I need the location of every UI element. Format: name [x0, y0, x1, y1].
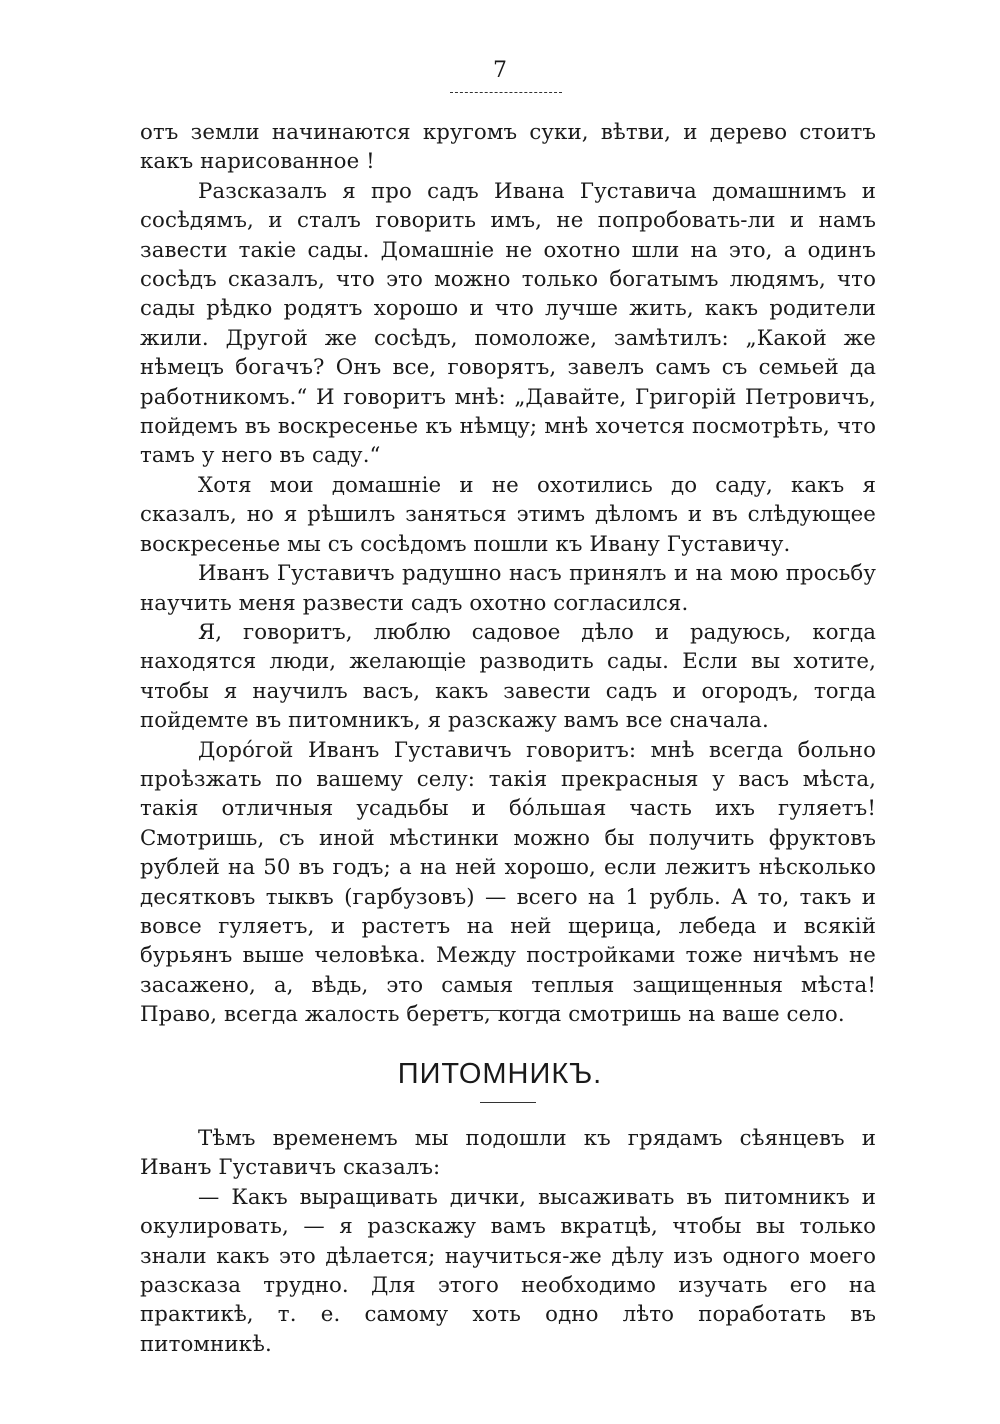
- header-rule: [450, 92, 562, 93]
- paragraph: Иванъ Густавичъ радушно насъ принялъ и на мою просьбу научить меня развести садъ охотно согласился.: [140, 561, 876, 616]
- paragraph: Тѣмъ временемъ мы подошли къ грядамъ сѣянцевъ и Иванъ Густавичъ сказалъ:: [140, 1126, 876, 1181]
- page-number: 7: [493, 58, 507, 83]
- paragraph: — Какъ выращивать дички, высаживать въ питомникъ и окулировать, — я разскажу вамъ вкратцѣ, чтобы вы только знали какъ это дѣлается; научиться-же дѣлу изъ одного моего разсказа трудно. Для этого необходимо изучать его на практикѣ, т. е. самому хоть одно лѣто поработать въ питомникѣ.: [140, 1184, 876, 1357]
- paragraph: Дорóгой Иванъ Густавичъ говоритъ: мнѣ всегда больно проѣзжать по вашему селу: такія прекрасныя у васъ мѣста, такія отличныя усадьбы и бóльшая часть ихъ гуляетъ! Смотришь, съ иной мѣстинки можно бы получить фруктовъ рублей на 50 въ годъ; а на ней хорошо, если лежитъ нѣсколько десятковъ тыквъ (гарбузовъ) — всего на 1 рубль. А то, такъ и вовсе гуляетъ, и растетъ на ней щерица, лебеда и всякій бурьянъ выше человѣка. Между постройками тоже ничѣмъ не засажено, а, вѣдь, это самыя теплыя защищенныя мѣста! Право, всегда жалость беретъ, когда смотришь на ваше село.: [140, 737, 876, 1028]
- paragraph: Разсказалъ я про садъ Ивана Густавича домашнимъ и сосѣдямъ, и сталъ говорить имъ, не попробовать-ли и намъ завести такіе сады. Домашніе не охотно шли на это, а одинъ сосѣдъ сказалъ, что это можно только богатымъ людямъ, что сады рѣдко родятъ хорошо и что лучше жить, какъ родители жили. Другой же сосѣдъ, помоложе, замѣтилъ: „Какой же нѣмецъ богачъ? Онъ все, говорятъ, завелъ самъ съ семьей да работникомъ.“ И говоритъ мнѣ: „Давайте, Григорій Петровичъ, пойдемъ въ воскресенье къ нѣмцу; мнѣ хочется посмотрѣть, что тамъ у него въ саду.“: [140, 178, 876, 469]
- paragraph: Я, говоритъ, люблю садовое дѣло и радуюсь, когда находятся люди, желающіе разводить сады. Если вы хотите, чтобы я научилъ васъ, какъ завести садъ и огородъ, тогда пойдемте въ питомникъ, я разскажу вамъ все сначала.: [140, 619, 876, 734]
- section-heading: ПИТОМНИКЪ.: [397, 1058, 603, 1090]
- section-body: [140, 118, 876, 1030]
- paragraph: Хотя мои домашніе и не охотились до саду, какъ я сказалъ, но я рѣшилъ заняться этимъ дѣломъ и въ слѣдующее воскресенье мы съ сосѣдомъ пошли къ Ивану Густавичу.: [140, 472, 876, 557]
- section-body: [140, 1124, 876, 1359]
- paragraph: отъ земли начинаются кругомъ суки, вѣтви, и дерево стоитъ какъ нарисованное !: [140, 120, 876, 175]
- section-separator: [448, 1010, 560, 1011]
- heading-underline: [480, 1102, 536, 1103]
